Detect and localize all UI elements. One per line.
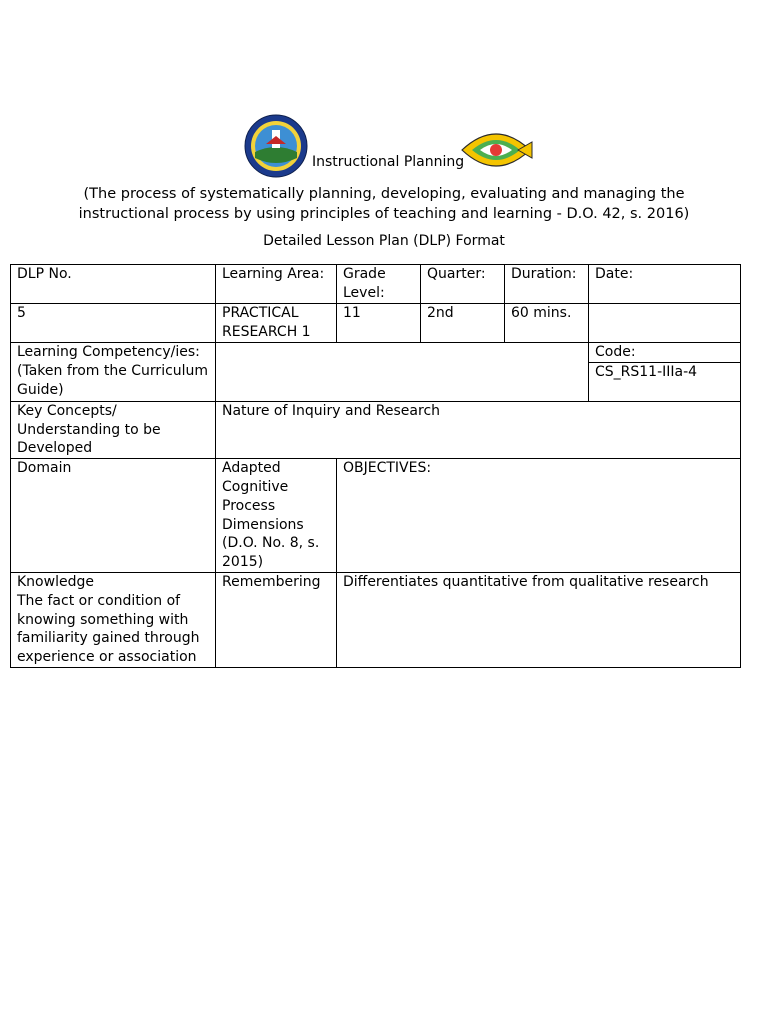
knowledge-process: Remembering (216, 572, 337, 667)
grade-level-header: Grade Level: (337, 265, 421, 304)
domain-label: Domain (11, 459, 216, 573)
table-row (11, 401, 741, 458)
duration-header: Duration: (505, 265, 589, 304)
document-title: Instructional Planning (312, 154, 465, 170)
cognitive-process-header: Adapted Cognitive Process Dimensions (D.O. No. 8, s. 2015) (216, 459, 337, 573)
key-concepts-label: Key Concepts/ Understanding to be Developed (11, 401, 216, 458)
objectives-header: OBJECTIVES: (337, 459, 741, 573)
subtitle-line: (The process of systematically planning, developing, evaluating and managing the (83, 186, 685, 202)
division-seal-icon (244, 114, 308, 178)
document-header (0, 112, 768, 182)
table-row (11, 572, 741, 667)
date-value (589, 304, 741, 343)
format-title: Detailed Lesson Plan (DLP) Format (263, 233, 505, 249)
table-row (11, 265, 741, 304)
learning-area-header: Learning Area: (216, 265, 337, 304)
subtitle-line: instructional process by using principles of teaching and learning - D.O. 42, s. 2016) (78, 206, 690, 222)
competency-label: Learning Competency/ies: (11, 343, 216, 363)
competency-value (216, 343, 589, 402)
dlp-table (10, 264, 741, 668)
duration-value: 60 mins. (505, 304, 589, 343)
quarter-value: 2nd (421, 304, 505, 343)
date-header: Date: (589, 265, 741, 304)
grade-level-value: 11 (337, 304, 421, 343)
quarter-header: Quarter: (421, 265, 505, 304)
code-label: Code: (589, 343, 741, 363)
table-row (11, 343, 741, 363)
knowledge-label: Knowledge The fact or condition of knowing something with familiarity gained through experience or association (11, 572, 216, 667)
dlp-no-header: DLP No. (11, 265, 216, 304)
key-concepts-value: Nature of Inquiry and Research (216, 401, 741, 458)
school-seal-icon (458, 124, 534, 176)
document-subtitle (0, 184, 768, 224)
code-value: CS_RS11-IIIa-4 (589, 362, 741, 401)
dlp-no-value: 5 (11, 304, 216, 343)
learning-area-value: PRACTICAL RESEARCH 1 (216, 304, 337, 343)
table-row (11, 304, 741, 343)
knowledge-objective: Differentiates quantitative from qualitative research (337, 572, 741, 667)
table-row (11, 459, 741, 573)
competency-sublabel: (Taken from the Curriculum Guide) (11, 362, 216, 401)
